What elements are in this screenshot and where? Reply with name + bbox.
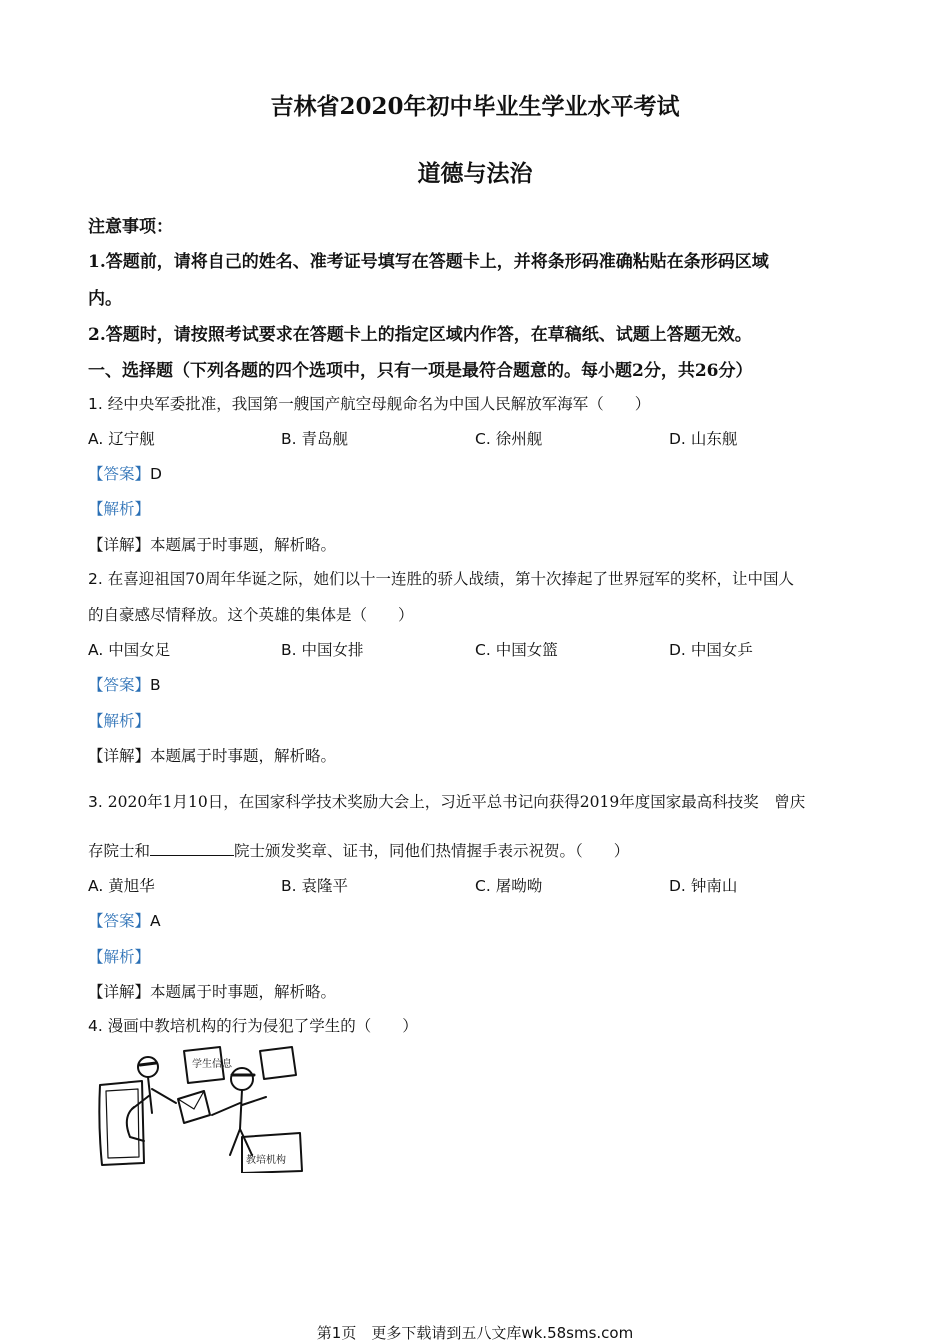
notice-heading: 注意事项： [88,217,173,237]
question-2: 2. 在喜迎祖国70周年华诞之际，她们以十一连胜的骄人战绩，第十次捧起了世界冠军的奖杯，让中国人 [88,570,794,588]
q2-option-c: C. 中国女篮 [475,641,558,659]
page-title: 吉林省2020年初中毕业生学业水平考试 [270,93,680,120]
q3-option-a: A. 黄旭华 [88,877,155,895]
question-3: 3. 2020年1月10日，在国家科学技术奖励大会上，习近平总书记向获得2019年度国家最高科技奖 曾庆 [88,793,806,811]
subject-title: 道德与法治 [417,160,533,187]
question-number: 1. [88,395,103,413]
q3-option-d: D. 钟南山 [669,877,738,895]
q1-option-b: B. 青岛舰 [281,430,349,448]
page-footer: 第1页 更多下载请到五八文库wk.58sms.com [316,1324,634,1342]
q2-analysis: 【解析】 [88,712,151,730]
q3-detail: 【详解】本题属于时事题，解析略。 [88,983,337,1001]
q2-answer: 【答案】B [88,676,161,694]
q3-option-b: B. 袁隆平 [281,877,349,895]
q2-option-d: D. 中国女乒 [669,641,753,659]
q2-option-a: A. 中国女足 [88,641,171,659]
fill-blank [150,841,234,856]
cartoon-illustration [92,1045,304,1173]
question-4: 4. 漫画中教培机构的行为侵犯了学生的（ ） [88,1017,418,1035]
q1-option-c: C. 徐州舰 [475,430,543,448]
q1-option-d: D. 山东舰 [669,430,738,448]
notice-item-1-cont: 内。 [88,289,122,309]
q3-analysis: 【解析】 [88,948,151,966]
q3-option-c: C. 屠呦呦 [475,877,543,895]
question-3-cont: 存院士和 院士颁发奖章、证书，同他们热情握手表示祝贺。（ ） [88,842,630,860]
q1-answer: 【答案】D [88,465,162,483]
question-1 [88,392,650,414]
notice-item-2: 2.答题时，请按照考试要求在答题卡上的指定区域内作答，在草稿纸、试题上答题无效。 [88,325,752,345]
cartoon-sign-2: 教培机构 [246,1155,286,1166]
q3-answer: 【答案】A [88,912,161,930]
q1-analysis: 【解析】 [88,500,151,518]
q1-option-a: A. 辽宁舰 [88,430,155,448]
question-text: 经中央军委批准，我国第一艘国产航空母舰命名为中国人民解放军海军（ ） [107,395,651,413]
q1-detail: 【详解】本题属于时事题，解析略。 [88,536,337,554]
section-heading: 一、选择题（下列各题的四个选项中，只有一项是最符合题意的。每小题2分，共26分） [88,361,753,381]
q2-option-b: B. 中国女排 [281,641,364,659]
question-2-cont: 的自豪感尽情释放。这个英雄的集体是（ ） [88,606,414,624]
notice-item-1: 1.答题前，请将自己的姓名、准考证号填写在答题卡上，并将条形码准确粘贴在条形码区域 [88,252,769,272]
cartoon-sign-1: 学生信息 [192,1059,232,1070]
q2-detail: 【详解】本题属于时事题，解析略。 [88,747,337,765]
